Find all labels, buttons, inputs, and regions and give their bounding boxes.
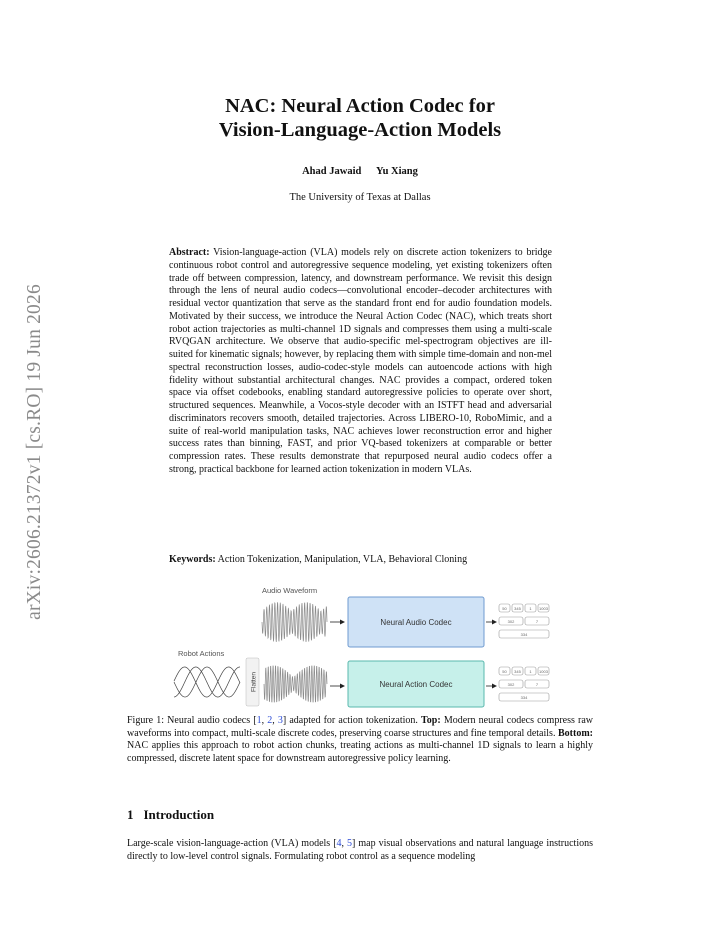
keywords-label: Keywords:: [169, 554, 216, 565]
citation-link[interactable]: 2: [267, 715, 273, 726]
title-line-1: NAC: Neural Action Codec for: [225, 95, 495, 117]
arrow-head-icon: [340, 620, 345, 625]
section-title: Introduction: [143, 807, 215, 822]
section-heading: [127, 807, 214, 823]
figure-1: [170, 580, 555, 710]
affiliation: The University of Texas at Dallas: [289, 192, 431, 203]
arxiv-identifier: arXiv:2606.21372v1 [cs.RO] 19 Jun 2026: [24, 284, 46, 620]
token-value: 50: [502, 669, 507, 674]
arrow-head-icon: [492, 684, 497, 689]
caption-text: ,: [261, 715, 268, 726]
robot-actions-curves-icon: [174, 667, 240, 697]
audio-waveform-label: Audio Waveform: [262, 586, 318, 595]
author-list: [0, 166, 720, 177]
caption-text: Figure 1: Neural audio codecs [: [127, 715, 257, 726]
caption-top-label: Top:: [421, 715, 441, 726]
flatten-label: Flatten: [250, 672, 258, 692]
abstract-label: Abstract:: [169, 247, 210, 258]
author-name: Ahad Jawaid: [302, 166, 362, 177]
token-value: 334: [520, 695, 528, 700]
arrow-head-icon: [340, 684, 345, 689]
token-value: 1: [529, 606, 532, 611]
action-token-grid: [499, 667, 549, 701]
intro-text: ] map visual observations and natural language instructions directly to low-level control signals. Formulating robot control as a sequence modeling: [127, 838, 594, 862]
robot-actions-label: Robot Actions: [178, 649, 225, 658]
audio-waveform-icon: [262, 602, 327, 642]
arrow-head-icon: [492, 620, 497, 625]
action-waveform-icon: [264, 666, 327, 702]
intro-text: Large-scale vision-language-action (VLA) models [: [127, 838, 337, 849]
token-value: 50: [502, 606, 507, 611]
figure-diagram: [170, 580, 555, 710]
paper-title: [0, 94, 720, 142]
caption-text: ] adapted for action tokenization.: [282, 715, 422, 726]
token-value: 1003: [539, 669, 548, 674]
token-value: 7: [535, 619, 539, 624]
token-value: 302: [507, 619, 515, 624]
token-value: 302: [507, 682, 515, 687]
figure-caption: [127, 715, 593, 765]
caption-text: ,: [272, 715, 278, 726]
intro-text: ,: [341, 838, 348, 849]
audio-token-grid: [499, 604, 549, 638]
arxiv-sidebar: [12, 232, 58, 672]
token-value: 7: [535, 682, 539, 687]
token-value: 1: [529, 669, 532, 674]
keywords: [169, 554, 569, 565]
abstract: [169, 247, 552, 477]
citation-link[interactable]: 3: [277, 715, 283, 726]
citation-link[interactable]: 1: [256, 715, 262, 726]
token-value: 334: [520, 632, 528, 637]
abstract-text: Vision-language-action (VLA) models rely on discrete action tokenizers to bridge continuous robot control and autoregressive sequence modeling, yet existing tokenizers often trade off between compression, latency, and downstream performance. We revisit this design through the lens of neural audio codecs—convolutional encoder–decoder architectures with residual vector quantization that serve as the standard front end for audio foundation models. Motivated by their success, we introduce the Neural Action Codec (NAC), which treats short robot action trajectories as multi-channel 1D signals and compresses them using a multi-scale RVQGAN architecture. We observe that audio-specific mel-spectrogram objectives are ill-suited for kinematic signals; however, by replacing them with simple time-domain and non-mel spectral reconstruction losses, audio-codec-style models can autoencode actions with high fidelity without substantial architectural changes. NAC provides a compact, ordered token space via offset codebooks, enabling standard autoregressive policies to operate over short, structured sequences. Meanwhile, a Vocos-style decoder with an ISTFT head and adversarial discriminators recovers smooth, detailed trajectories. Across LIBERO-10, RoboMimic, and a suite of real-world manipulation tasks, NAC achieves lower reconstruction error and higher success rates than binning, FAST, and prior VQ-based tokenizers at comparable or better compression rates. These results demonstrate that repurposed neural audio codecs offer a strong, practical backbone for learned action tokenization in modern VLAs.: [169, 247, 552, 475]
section-number: 1: [127, 807, 134, 822]
citation-link[interactable]: 5: [347, 838, 353, 849]
intro-paragraph: [127, 838, 593, 863]
token-value: 345: [514, 669, 521, 674]
author-name: Yu Xiang: [375, 166, 418, 177]
keywords-text: Action Tokenization, Manipulation, VLA, Behavioral Cloning: [217, 554, 468, 565]
token-value: 345: [514, 606, 521, 611]
audio-codec-label: Neural Audio Codec: [380, 618, 452, 627]
token-value: 1003: [539, 606, 548, 611]
title-line-2: Vision-Language-Action Models: [218, 119, 502, 141]
caption-text: Modern neural codecs compress raw waveforms into compact, multi-scale discrete codes, preserving coarse structures and fine temporal details.: [127, 715, 594, 739]
action-codec-label: Neural Action Codec: [379, 680, 453, 689]
caption-bottom-label: Bottom:: [558, 727, 593, 739]
citation-link[interactable]: 4: [336, 838, 342, 849]
caption-text: NAC applies this approach to robot action chunks, treating actions as multi-channel 1D signals to learn a highly compressed, discrete latent space for downstream autoregressive policy learning.: [127, 740, 593, 764]
